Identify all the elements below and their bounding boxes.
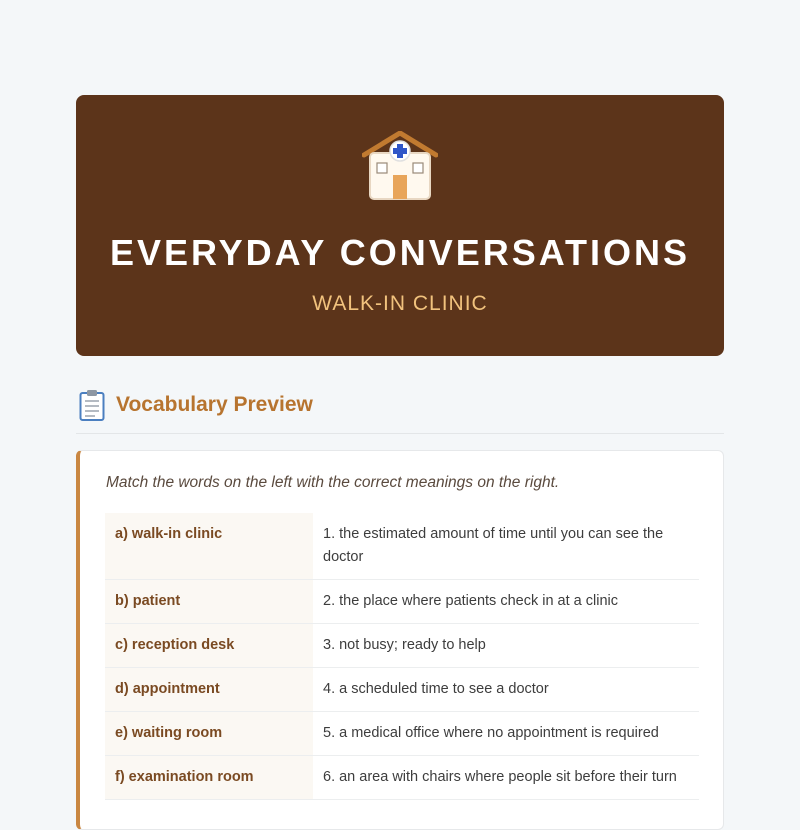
vocab-term: e) waiting room — [105, 712, 313, 756]
clipboard-icon — [79, 389, 105, 421]
vocab-term: a) walk-in clinic — [105, 513, 313, 580]
header-banner — [76, 95, 724, 356]
vocab-term: d) appointment — [105, 668, 313, 712]
exercise-instruction: Match the words on the left with the correct meanings on the right. — [106, 474, 560, 491]
vocab-meaning: 2. the place where patients check in at a clinic — [313, 580, 699, 624]
vocab-term: c) reception desk — [105, 624, 313, 668]
table-row — [105, 712, 699, 756]
vocab-meaning: 6. an area with chairs where people sit before their turn — [313, 756, 699, 800]
section-title: Vocabulary Preview — [116, 393, 313, 416]
page-subtitle: WALK-IN CLINIC — [312, 292, 488, 315]
vocabulary-card — [76, 450, 724, 830]
vocab-term: f) examination room — [105, 756, 313, 800]
table-row — [105, 580, 699, 624]
vocab-meaning: 4. a scheduled time to see a doctor — [313, 668, 699, 712]
clinic-building-icon — [362, 131, 438, 203]
table-row — [105, 624, 699, 668]
vocab-meaning: 5. a medical office where no appointment is required — [313, 712, 699, 756]
section-header — [76, 386, 724, 434]
vocab-meaning: 1. the estimated amount of time until you can see the doctor — [313, 513, 699, 580]
vocab-term: b) patient — [105, 580, 313, 624]
table-row — [105, 513, 699, 580]
table-row — [105, 668, 699, 712]
table-row — [105, 756, 699, 800]
vocab-meaning: 3. not busy; ready to help — [313, 624, 699, 668]
vocabulary-table — [105, 513, 699, 800]
page-title: EVERYDAY CONVERSATIONS — [109, 232, 691, 273]
